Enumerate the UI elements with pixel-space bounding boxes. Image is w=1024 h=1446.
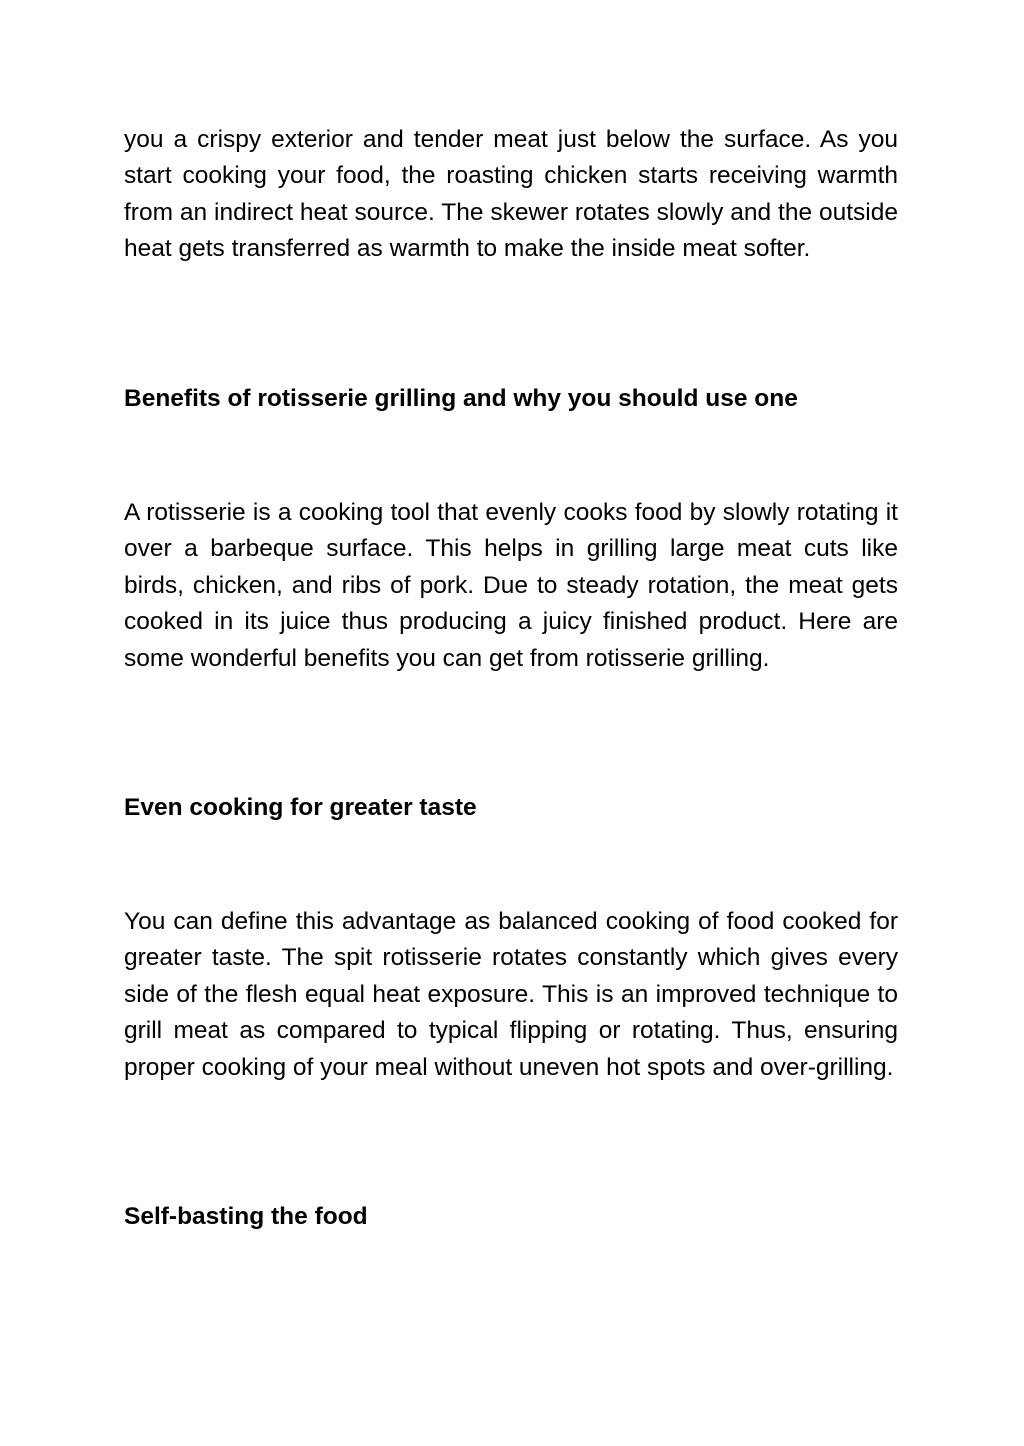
body-paragraph-crispy-exterior: you a crispy exterior and tender meat just below the surface. As you start cooking your food, the roasting chicken starts receiving warmth from an indirect heat source. The skewer rotates slowly and the outside heat gets transferred as warmth to make the inside meat softer. (124, 126, 898, 263)
section-heading-self-basting: Self-basting the food (124, 1203, 368, 1230)
body-paragraph-balanced-cooking: You can define this advantage as balanced cooking of food cooked for greater taste. The spit rotisserie rotates constantly which gives every side of the flesh equal heat exposure. This is an improved technique to grill meat as compared to typical flipping or rotating. Thus, ensuring proper cooking of your meal without uneven hot spots and over-grilling. (124, 908, 898, 1081)
section-heading-benefits: Benefits of rotisserie grilling and why you should use one (124, 385, 798, 412)
section-heading-even-cooking: Even cooking for greater taste (124, 794, 477, 821)
body-paragraph-rotisserie-definition: A rotisserie is a cooking tool that evenly cooks food by slowly rotating it over a barbeque surface. This helps in grilling large meat cuts like birds, chicken, and ribs of pork. Due to steady rotation, the meat gets cooked in its juice thus producing a juicy finished product. Here are some wonderful benefits you can get from rotisserie grilling. (124, 499, 898, 672)
